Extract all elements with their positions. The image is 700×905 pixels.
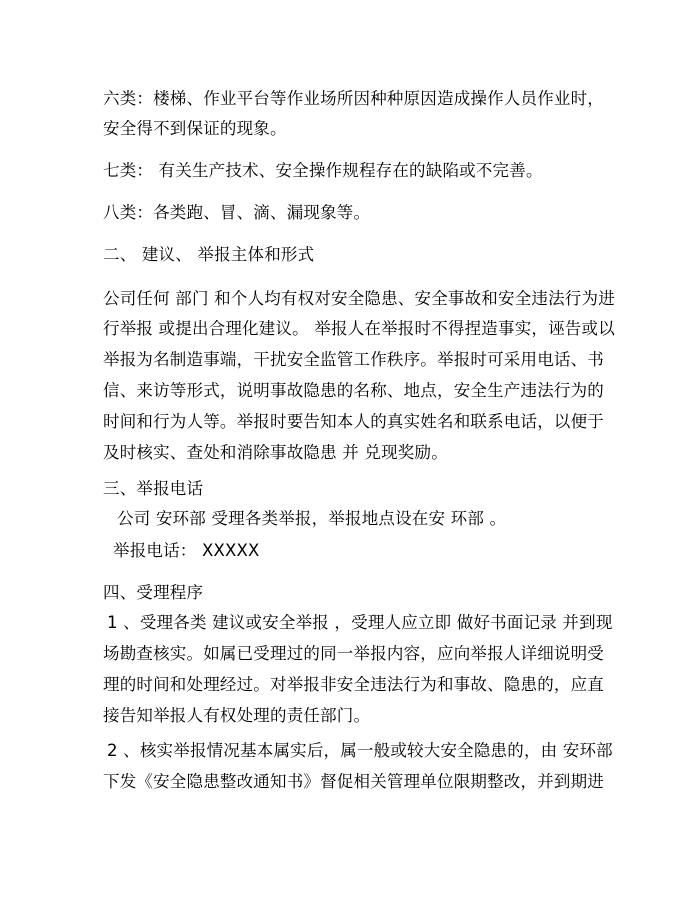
section3-phone: 举报电话： XXXXX bbox=[113, 541, 260, 560]
section2-line: 举报为名制造事端，干扰安全监管工作秩序。举报时可采用电话、书 bbox=[103, 350, 604, 369]
section2-line: 公司任何 部门 和个人均有权对安全隐患、安全事故和安全违法行为进 bbox=[103, 289, 615, 308]
item8: 八类：各类跑、冒、滴、漏现象等。 bbox=[103, 203, 371, 222]
section2-line: 时间和行为人等。举报时要告知本人的真实姓名和联系电话，以便于 bbox=[103, 412, 604, 431]
section2-line: 及时核实、查处和消除事故隐患 并 兑现奖励。 bbox=[103, 443, 448, 462]
section4-line: 理的时间和处理经过。对举报非安全违法行为和事故、隐患的，应直 bbox=[103, 675, 604, 694]
item7: 七类： 有关生产技术、安全操作规程存在的缺陷或不完善。 bbox=[103, 161, 543, 180]
section4-line: 1 、受理各类 建议或安全举报 ，受理人应立即 做好书面记录 并到现 bbox=[107, 613, 613, 632]
section4-heading: 四、受理程序 bbox=[103, 583, 204, 602]
section4-line: 接告知举报人有权处理的责任部门。 bbox=[103, 706, 371, 725]
section4-line: 下发《安全隐患整改通知书》督促相关管理单位限期整改，并到期进 bbox=[103, 772, 604, 791]
section3-heading: 三、举报电话 bbox=[103, 479, 204, 498]
section2-line: 信、来访等形式，说明事故隐患的名称、地点，安全生产违法行为的 bbox=[103, 381, 604, 400]
item6-line1: 六类：楼梯、作业平台等作业场所因种种原因造成操作人员作业时， bbox=[103, 89, 604, 108]
section2-heading: 二、 建议、 举报主体和形式 bbox=[103, 245, 315, 264]
section4-line: 场勘查核实。如属已受理过的同一举报内容，应向举报人详细说明受 bbox=[103, 644, 604, 663]
section3-line1: 公司 安环部 受理各类举报，举报地点设在安 环部 。 bbox=[117, 509, 507, 528]
section4-line: 2 、核实举报情况基本属实后，属一般或较大安全隐患的，由 安环部 bbox=[107, 741, 613, 760]
section2-line: 行举报 或提出合理化建议。 举报人在举报时不得捏造事实，诬告或以 bbox=[103, 319, 615, 338]
item6-line2: 安全得不到保证的现象。 bbox=[103, 119, 287, 138]
